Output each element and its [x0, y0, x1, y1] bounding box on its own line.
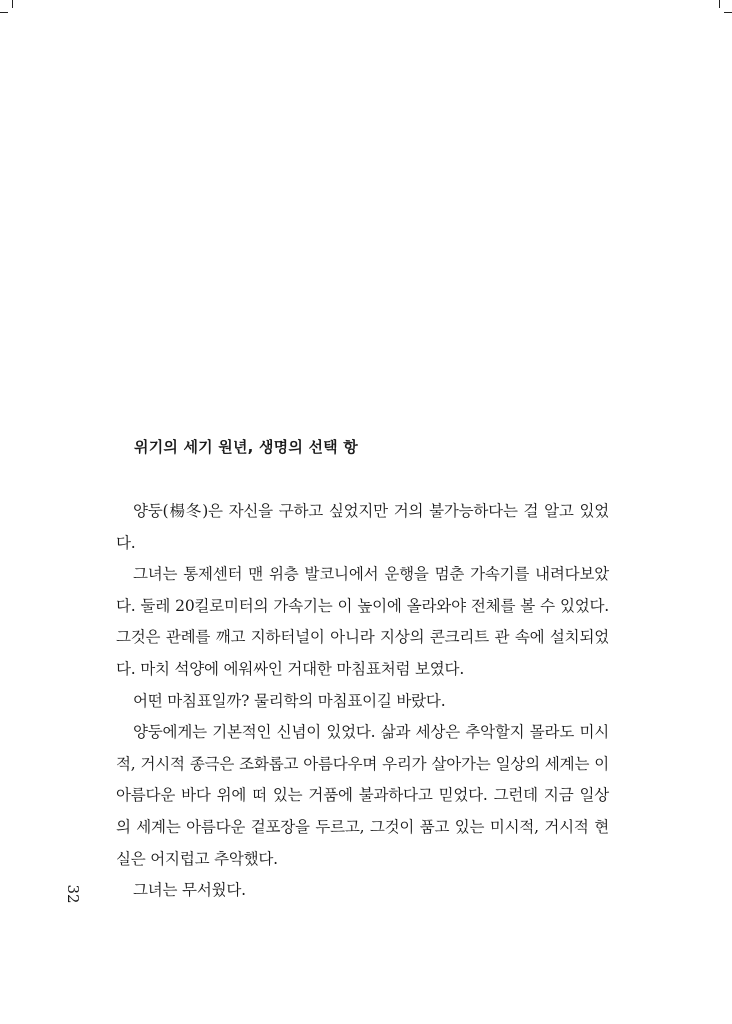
crop-mark-top-right-vertical — [719, 0, 720, 8]
paragraph: 양둥에게는 기본적인 신념이 있었다. 삶과 세상은 추악할지 몰라도 미시적, 거시적 종극은 조화롭고 아름다우며 우리가 살아가는 일상의 세계는 이 아름다운 바다 위에 떠 있는 거품에 불과하다고 믿었다. 그런데 지금 일상의 세계는 아름다운 겉포장을 두르고, 그것이 품고 있는 미시적, 거시적 현실은 어지럽고 추악했다. — [116, 723, 609, 868]
crop-mark-top-right-horizontal — [724, 12, 732, 13]
paragraph: 어떤 마침표일까? 물리학의 마침표이길 바랐다. — [133, 691, 446, 710]
page-number: 32 — [64, 884, 82, 904]
body-text — [116, 496, 609, 907]
paragraph: 그녀는 통제센터 맨 위층 발코니에서 운행을 멈춘 가속기를 내려다보았다. 둘레 20킬로미터의 가속기는 이 높이에 올라와야 전체를 볼 수 있었다. 그것은 관례를 깨고 지하터널이 아니라 지상의 콘크리트 관 속에 설치되었다. 마치 석양에 에워싸인 거대한 마침표처럼 보였다. — [116, 565, 609, 678]
crop-mark-top-left-horizontal — [0, 12, 8, 13]
crop-mark-top-left-vertical — [12, 0, 13, 8]
paragraph: 양둥(楊冬)은 자신을 구하고 싶었지만 거의 불가능하다는 걸 알고 있었다. — [116, 502, 609, 552]
paragraph: 그녀는 무서웠다. — [133, 881, 246, 900]
section-heading: 위기의 세기 원년, 생명의 선택 항 — [134, 438, 358, 456]
